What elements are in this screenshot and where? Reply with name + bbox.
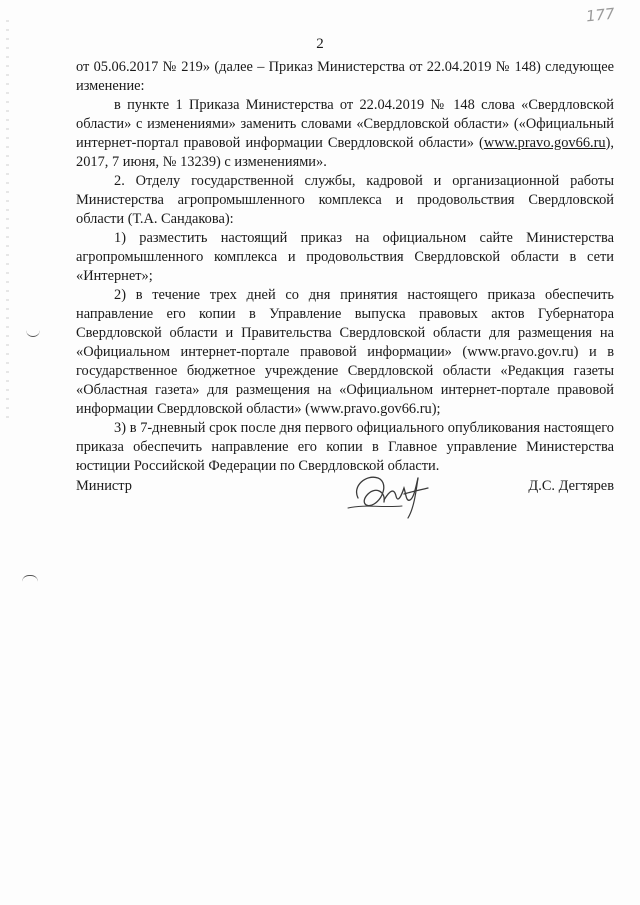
paragraph-item-2: 2. Отделу государственной службы, кадровой и организационной работы Министерства агропромышленного комплекса и продовольствия Свердловской области (Т.А. Сандакова):: [76, 173, 614, 227]
hole-punch-mark: [26, 330, 40, 337]
signature-block: [76, 470, 614, 530]
handwritten-signature: [344, 464, 436, 522]
scan-edge-artifact: [6, 20, 9, 420]
amendment-text-end: ), 2017, 7 июня, № 13239) с изменениями».: [76, 135, 614, 170]
handwritten-page-mark: 177: [585, 4, 616, 26]
hole-punch-mark: [22, 575, 38, 582]
document-body: [76, 58, 614, 476]
paragraph-subitem-1: 1) разместить настоящий приказ на официальном сайте Министерства агропромышленного комплекса и продовольствия Свердловской области в сети «Интернет»;: [76, 230, 614, 284]
pravo-gov66-link[interactable]: www.pravo.gov66.ru: [483, 135, 606, 151]
paragraph-amendment: [76, 96, 614, 172]
amendment-text: в пункте 1 Приказа Министерства от 22.04.2019 № 148 слова «Свердловской области» с изменениями» заменить словами «Свердловской области» («Официальный интернет-портал правовой информации Свердловской области» (: [76, 97, 614, 151]
signatory-name: Д.С. Дегтярев: [528, 478, 614, 494]
paragraph-continuation: от 05.06.2017 № 219» (далее – Приказ Министерства от 22.04.2019 № 148) следующее изменение:: [76, 59, 614, 94]
signatory-title: Министр: [76, 478, 132, 494]
paragraph-subitem-2: 2) в течение трех дней со дня принятия настоящего приказа обеспечить направление его копии в Управление выпуска правовых актов Губернатора Свердловской области и Правительства Свердловской области для размещения на «Официальном интернет-портале правовой информации» (www.pravo.gov.ru) и в государственное бюджетное учреждение Свердловской области «Редакция газеты «Областная газета» для размещения на «Официальном интернет-портале правовой информации Свердловской области» (www.pravo.gov66.ru);: [76, 287, 614, 417]
page-number: 2: [316, 36, 324, 52]
paragraph-subitem-3: 3) в 7-дневный срок после дня первого официального опубликования настоящего приказа обеспечить направление его копии в Главное управление Министерства юстиции Российской Федерации по Свердловской области.: [76, 420, 614, 474]
